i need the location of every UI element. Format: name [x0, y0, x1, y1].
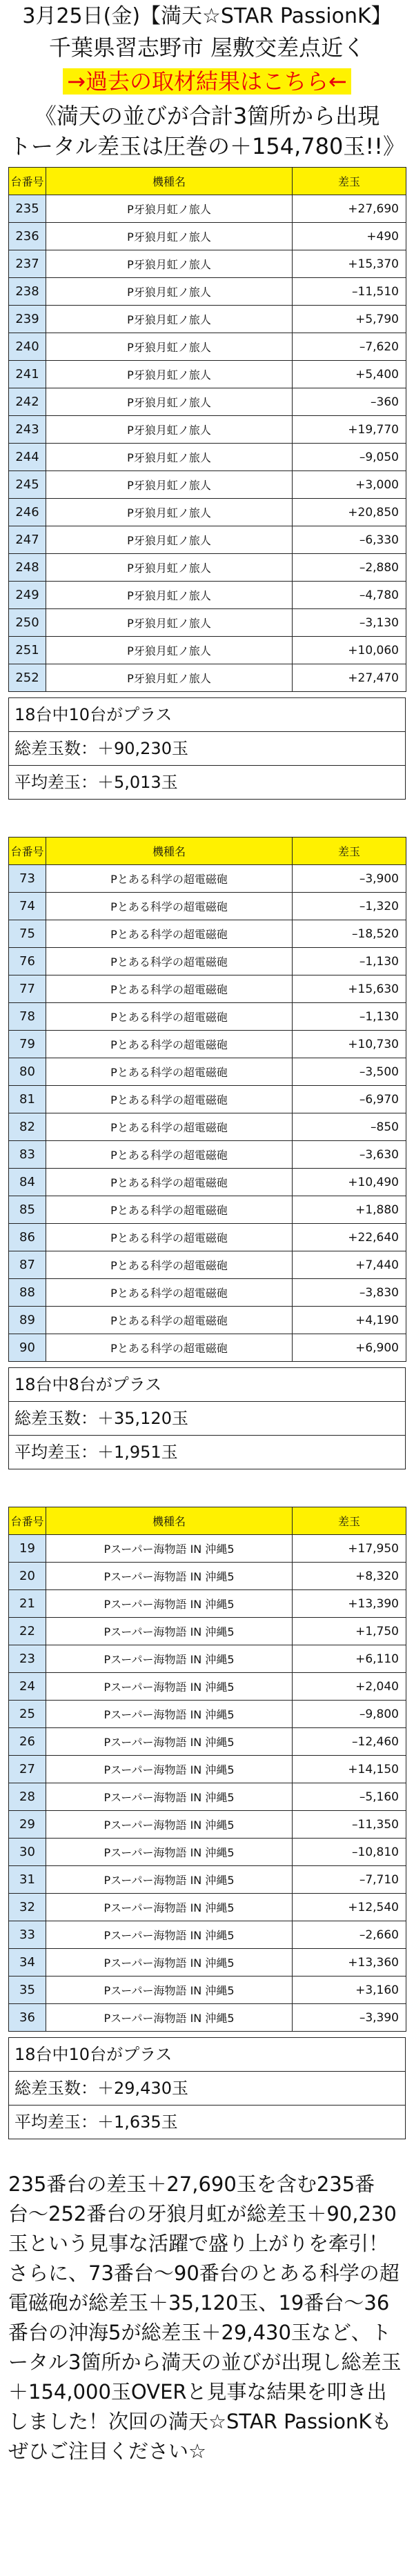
- machine-number-cell: 90: [9, 1334, 46, 1362]
- table-row: [9, 1673, 406, 1701]
- ball-difference-cell: –3,630: [293, 1141, 406, 1169]
- average-difference-summary: 平均差玉：＋1,951玉: [14, 1443, 178, 1462]
- ball-difference-cell: +7,440: [293, 1251, 406, 1279]
- machine-number-cell: 80: [9, 1058, 46, 1086]
- ball-difference-cell: –6,330: [293, 526, 406, 554]
- table-row: [9, 893, 406, 920]
- table-row: [9, 582, 406, 609]
- table-row: [9, 1251, 406, 1279]
- ball-difference-cell: +3,160: [293, 1976, 406, 2004]
- model-name-cell: P牙狼月虹ノ旅人: [46, 471, 293, 499]
- table-row: [9, 2004, 406, 2032]
- ball-difference-cell: –6,970: [293, 1086, 406, 1113]
- ball-difference-cell: +13,390: [293, 1590, 406, 1618]
- machine-number-cell: 239: [9, 306, 46, 333]
- table-row: [9, 388, 406, 416]
- ball-difference-cell: –2,880: [293, 554, 406, 582]
- total-difference-summary: 総差玉数：＋29,430玉: [9, 2072, 405, 2106]
- model-name-cell: Pとある科学の超電磁砲: [46, 1169, 293, 1196]
- table-row: [9, 1618, 406, 1645]
- machine-number-cell: 244: [9, 444, 46, 471]
- machine-number-cell: 240: [9, 333, 46, 361]
- ball-difference-cell: –10,810: [293, 1839, 406, 1866]
- machine-number-cell: 235: [9, 195, 46, 223]
- ball-difference-cell: +22,640: [293, 1224, 406, 1251]
- total-difference-summary: 総差玉数：＋90,230玉: [9, 732, 405, 766]
- ball-difference-cell: –7,620: [293, 333, 406, 361]
- model-name-cell: Pスーパー海物語 IN 沖縄5: [46, 1949, 293, 1976]
- ball-difference-cell: +5,400: [293, 361, 406, 388]
- table-row: [9, 471, 406, 499]
- model-name-cell: Pとある科学の超電磁砲: [46, 1334, 293, 1362]
- model-name-cell: Pとある科学の超電磁砲: [46, 1224, 293, 1251]
- table-row: [9, 1535, 406, 1563]
- table-row: [9, 1590, 406, 1618]
- ball-difference-cell: +12,540: [293, 1894, 406, 1921]
- average-difference-summary: 平均差玉：＋1,635玉: [14, 2112, 178, 2132]
- machine-number-cell: 251: [9, 637, 46, 664]
- ball-difference-cell: +15,370: [293, 250, 406, 278]
- table-row: [9, 1141, 406, 1169]
- table-row: [9, 1811, 406, 1839]
- ball-difference-cell: +1,750: [293, 1618, 406, 1645]
- machine-number-cell: 73: [9, 865, 46, 893]
- machine-number-cell: 245: [9, 471, 46, 499]
- ball-difference-cell: +27,470: [293, 664, 406, 692]
- page-title: 3月25日(金)【満天☆STAR PassionK】: [22, 4, 392, 28]
- machine-number-cell: 241: [9, 361, 46, 388]
- model-name-header: 機種名: [46, 168, 293, 195]
- table-row: [9, 1866, 406, 1894]
- machine-number-cell: 84: [9, 1169, 46, 1196]
- table-header-row: [9, 168, 406, 195]
- machine-number-cell: 248: [9, 554, 46, 582]
- model-name-cell: P牙狼月虹ノ旅人: [46, 554, 293, 582]
- model-name-cell: Pスーパー海物語 IN 沖縄5: [46, 1811, 293, 1839]
- model-name-cell: Pとある科学の超電磁砲: [46, 920, 293, 948]
- ball-difference-cell: –3,130: [293, 609, 406, 637]
- model-name-cell: Pとある科学の超電磁砲: [46, 1196, 293, 1224]
- machine-number-cell: 21: [9, 1590, 46, 1618]
- table-row: [9, 1921, 406, 1949]
- summary-box: [8, 697, 406, 800]
- ball-difference-cell: –4,780: [293, 582, 406, 609]
- model-name-cell: Pスーパー海物語 IN 沖縄5: [46, 1921, 293, 1949]
- model-name-cell: Pとある科学の超電磁砲: [46, 1279, 293, 1307]
- model-name-cell: Pとある科学の超電磁砲: [46, 893, 293, 920]
- ball-difference-cell: –7,710: [293, 1866, 406, 1894]
- model-name-cell: Pとある科学の超電磁砲: [46, 1086, 293, 1113]
- table-row: [9, 1756, 406, 1783]
- machine-number-header: 台番号: [9, 1507, 46, 1535]
- ball-difference-cell: –1,130: [293, 948, 406, 975]
- headline: [8, 101, 406, 161]
- table-row: [9, 1113, 406, 1141]
- model-name-cell: P牙狼月虹ノ旅人: [46, 499, 293, 526]
- table-row: [9, 278, 406, 306]
- machine-number-cell: 35: [9, 1976, 46, 2004]
- model-name-cell: Pとある科学の超電磁砲: [46, 1307, 293, 1334]
- past-results-link-text[interactable]: →過去の取材結果はこちら←: [63, 68, 351, 95]
- summary-box: [8, 2037, 406, 2139]
- summary-box: [8, 1367, 406, 1469]
- ball-difference-cell: +10,490: [293, 1169, 406, 1196]
- ball-difference-cell: +2,040: [293, 1673, 406, 1701]
- table-row: [9, 416, 406, 444]
- machine-number-cell: 88: [9, 1279, 46, 1307]
- model-name-cell: Pスーパー海物語 IN 沖縄5: [46, 1563, 293, 1590]
- table-row: [9, 250, 406, 278]
- table-row: [9, 1086, 406, 1113]
- machine-number-cell: 247: [9, 526, 46, 554]
- table-row: [9, 499, 406, 526]
- headline-line-2: トータル差玉は圧巻の＋154,780玉!!》: [9, 133, 405, 159]
- machine-number-cell: 237: [9, 250, 46, 278]
- machine-number-cell: 26: [9, 1728, 46, 1756]
- table-row: [9, 920, 406, 948]
- ball-difference-cell: +14,150: [293, 1756, 406, 1783]
- table-row: [9, 1949, 406, 1976]
- machine-number-cell: 85: [9, 1196, 46, 1224]
- table-row: [9, 1224, 406, 1251]
- machine-number-cell: 89: [9, 1307, 46, 1334]
- machine-number-cell: 238: [9, 278, 46, 306]
- model-name-cell: P牙狼月虹ノ旅人: [46, 306, 293, 333]
- table-row: [9, 306, 406, 333]
- model-name-cell: P牙狼月虹ノ旅人: [46, 388, 293, 416]
- model-name-cell: Pスーパー海物語 IN 沖縄5: [46, 1590, 293, 1618]
- machine-number-cell: 74: [9, 893, 46, 920]
- ball-difference-cell: –18,520: [293, 920, 406, 948]
- machine-number-cell: 30: [9, 1839, 46, 1866]
- table-row: [9, 948, 406, 975]
- machine-number-cell: 246: [9, 499, 46, 526]
- model-name-cell: Pスーパー海物語 IN 沖縄5: [46, 1839, 293, 1866]
- model-name-cell: Pスーパー海物語 IN 沖縄5: [46, 1701, 293, 1728]
- machine-number-cell: 236: [9, 223, 46, 250]
- model-name-cell: Pとある科学の超電磁砲: [46, 1058, 293, 1086]
- model-name-cell: P牙狼月虹ノ旅人: [46, 223, 293, 250]
- ball-difference-cell: –1,320: [293, 893, 406, 920]
- table-row: [9, 1701, 406, 1728]
- machine-number-cell: 79: [9, 1031, 46, 1058]
- model-name-cell: Pスーパー海物語 IN 沖縄5: [46, 1976, 293, 2004]
- section-gap: [8, 800, 406, 837]
- model-name-cell: P牙狼月虹ノ旅人: [46, 664, 293, 692]
- ball-difference-cell: +1,880: [293, 1196, 406, 1224]
- model-name-cell: P牙狼月虹ノ旅人: [46, 526, 293, 554]
- table-row: [9, 1334, 406, 1362]
- ball-difference-cell: –360: [293, 388, 406, 416]
- table-row: [9, 444, 406, 471]
- model-name-cell: P牙狼月虹ノ旅人: [46, 609, 293, 637]
- machine-number-cell: 249: [9, 582, 46, 609]
- table-row: [9, 1169, 406, 1196]
- model-name-cell: P牙狼月虹ノ旅人: [46, 444, 293, 471]
- machine-number-cell: 78: [9, 1003, 46, 1031]
- ball-difference-cell: –3,900: [293, 865, 406, 893]
- machine-number-cell: 75: [9, 920, 46, 948]
- table-row: [9, 1031, 406, 1058]
- section-gap: [8, 1469, 406, 1507]
- model-name-cell: Pスーパー海物語 IN 沖縄5: [46, 1673, 293, 1701]
- plus-count-summary: 18台中8台がプラス: [9, 1368, 405, 1402]
- machine-number-cell: 86: [9, 1224, 46, 1251]
- model-name-cell: Pとある科学の超電磁砲: [46, 865, 293, 893]
- ball-difference-cell: –3,390: [293, 2004, 406, 2032]
- machine-number-cell: 81: [9, 1086, 46, 1113]
- model-name-cell: Pスーパー海物語 IN 沖縄5: [46, 1645, 293, 1673]
- model-name-header: 機種名: [46, 1507, 293, 1535]
- ball-difference-header: 差玉: [293, 838, 406, 865]
- ball-difference-cell: +8,320: [293, 1563, 406, 1590]
- plus-count-summary: 18台中10台がプラス: [9, 698, 405, 732]
- closing-text: 235番台の差玉＋27,690玉を含む235番台〜252番台の牙狼月虹が総差玉＋90,230玉という見事な活躍で盛り上がりを牽引！さらに、73番台〜90番台のとある科学の超電磁砲が総差玉＋35,120玉、19番台〜36番台の沖海5が総差玉＋29,430玉など、トータル3箇所から満天の並びが出現し総差玉＋154,000玉OVERと見事な結果を叩き出しました！次回の満天☆STAR PassionKもぜひご注目ください☆: [8, 2172, 402, 2463]
- ball-difference-cell: –3,830: [293, 1279, 406, 1307]
- machine-number-cell: 242: [9, 388, 46, 416]
- ball-difference-cell: +13,360: [293, 1949, 406, 1976]
- table-row: [9, 1645, 406, 1673]
- total-difference-summary: 総差玉数：＋35,120玉: [9, 1402, 405, 1436]
- model-name-cell: Pとある科学の超電磁砲: [46, 1251, 293, 1279]
- machine-number-cell: 19: [9, 1535, 46, 1563]
- table-row: [9, 1196, 406, 1224]
- ball-difference-cell: –9,800: [293, 1701, 406, 1728]
- ball-difference-cell: –12,460: [293, 1728, 406, 1756]
- model-name-cell: Pスーパー海物語 IN 沖縄5: [46, 1894, 293, 1921]
- model-name-cell: Pとある科学の超電磁砲: [46, 1141, 293, 1169]
- model-name-cell: P牙狼月虹ノ旅人: [46, 250, 293, 278]
- table-row: [9, 333, 406, 361]
- ball-difference-header: 差玉: [293, 168, 406, 195]
- headline-line-1: 《満天の並びが合計3箇所から出現: [34, 103, 380, 129]
- machine-number-cell: 22: [9, 1618, 46, 1645]
- ball-difference-cell: +490: [293, 223, 406, 250]
- table-row: [9, 361, 406, 388]
- model-name-cell: P牙狼月虹ノ旅人: [46, 582, 293, 609]
- table-row: [9, 664, 406, 692]
- table-row: [9, 1058, 406, 1086]
- ball-difference-cell: –11,350: [293, 1811, 406, 1839]
- ball-difference-cell: –1,130: [293, 1003, 406, 1031]
- table-row: [9, 1839, 406, 1866]
- machine-number-cell: 31: [9, 1866, 46, 1894]
- ball-difference-cell: +6,110: [293, 1645, 406, 1673]
- machine-number-cell: 252: [9, 664, 46, 692]
- model-name-cell: P牙狼月虹ノ旅人: [46, 278, 293, 306]
- model-name-cell: P牙狼月虹ノ旅人: [46, 195, 293, 223]
- machine-number-cell: 87: [9, 1251, 46, 1279]
- table-row: [9, 1894, 406, 1921]
- results-table: [8, 1507, 406, 2032]
- machine-number-cell: 83: [9, 1141, 46, 1169]
- model-name-cell: Pとある科学の超電磁砲: [46, 1003, 293, 1031]
- ball-difference-cell: +5,790: [293, 306, 406, 333]
- table-row: [9, 975, 406, 1003]
- model-name-cell: P牙狼月虹ノ旅人: [46, 333, 293, 361]
- machine-number-cell: 250: [9, 609, 46, 637]
- ball-difference-cell: +4,190: [293, 1307, 406, 1334]
- machine-number-cell: 34: [9, 1949, 46, 1976]
- model-name-cell: P牙狼月虹ノ旅人: [46, 416, 293, 444]
- ball-difference-cell: +27,690: [293, 195, 406, 223]
- table-row: [9, 1976, 406, 2004]
- model-name-cell: Pとある科学の超電磁砲: [46, 948, 293, 975]
- ball-difference-cell: +10,060: [293, 637, 406, 664]
- results-sections: [8, 167, 406, 2139]
- machine-number-cell: 32: [9, 1894, 46, 1921]
- model-name-cell: Pとある科学の超電磁砲: [46, 1113, 293, 1141]
- table-row: [9, 1783, 406, 1811]
- ball-difference-cell: +19,770: [293, 416, 406, 444]
- past-results-link[interactable]: [8, 68, 406, 95]
- machine-number-cell: 82: [9, 1113, 46, 1141]
- results-table: [8, 837, 406, 1362]
- ball-difference-cell: +20,850: [293, 499, 406, 526]
- ball-difference-cell: +17,950: [293, 1535, 406, 1563]
- table-row: [9, 1563, 406, 1590]
- ball-difference-cell: –850: [293, 1113, 406, 1141]
- machine-number-cell: 25: [9, 1701, 46, 1728]
- plus-count-summary: 18台中10台がプラス: [9, 2038, 405, 2072]
- model-name-cell: Pとある科学の超電磁砲: [46, 975, 293, 1003]
- ball-difference-header: 差玉: [293, 1507, 406, 1535]
- table-row: [9, 554, 406, 582]
- machine-number-cell: 28: [9, 1783, 46, 1811]
- model-name-cell: Pスーパー海物語 IN 沖縄5: [46, 1535, 293, 1563]
- ball-difference-cell: –11,510: [293, 278, 406, 306]
- machine-number-cell: 243: [9, 416, 46, 444]
- table-row: [9, 1003, 406, 1031]
- average-difference-summary: 平均差玉：＋5,013玉: [14, 773, 178, 792]
- table-header-row: [9, 838, 406, 865]
- machine-number-header: 台番号: [9, 838, 46, 865]
- ball-difference-cell: –3,500: [293, 1058, 406, 1086]
- model-name-cell: Pスーパー海物語 IN 沖縄5: [46, 1756, 293, 1783]
- machine-number-cell: 20: [9, 1563, 46, 1590]
- table-row: [9, 223, 406, 250]
- table-header-row: [9, 1507, 406, 1535]
- model-name-cell: Pスーパー海物語 IN 沖縄5: [46, 2004, 293, 2032]
- store-location: 千葉県習志野市 屋敷交差点近く: [48, 34, 366, 61]
- model-name-cell: Pスーパー海物語 IN 沖縄5: [46, 1866, 293, 1894]
- table-row: [9, 637, 406, 664]
- model-name-cell: P牙狼月虹ノ旅人: [46, 361, 293, 388]
- results-table: [8, 167, 406, 692]
- machine-number-cell: 77: [9, 975, 46, 1003]
- ball-difference-cell: +15,630: [293, 975, 406, 1003]
- ball-difference-cell: +6,900: [293, 1334, 406, 1362]
- machine-number-cell: 29: [9, 1811, 46, 1839]
- machine-number-cell: 23: [9, 1645, 46, 1673]
- model-name-header: 機種名: [46, 838, 293, 865]
- machine-number-cell: 24: [9, 1673, 46, 1701]
- table-row: [9, 609, 406, 637]
- ball-difference-cell: +10,730: [293, 1031, 406, 1058]
- model-name-cell: Pスーパー海物語 IN 沖縄5: [46, 1783, 293, 1811]
- machine-number-cell: 76: [9, 948, 46, 975]
- machine-number-cell: 36: [9, 2004, 46, 2032]
- table-row: [9, 195, 406, 223]
- table-row: [9, 526, 406, 554]
- machine-number-header: 台番号: [9, 168, 46, 195]
- model-name-cell: P牙狼月虹ノ旅人: [46, 637, 293, 664]
- ball-difference-cell: –9,050: [293, 444, 406, 471]
- table-row: [9, 1728, 406, 1756]
- table-row: [9, 865, 406, 893]
- model-name-cell: Pとある科学の超電磁砲: [46, 1031, 293, 1058]
- ball-difference-cell: –2,660: [293, 1921, 406, 1949]
- ball-difference-cell: +3,000: [293, 471, 406, 499]
- machine-number-cell: 33: [9, 1921, 46, 1949]
- model-name-cell: Pスーパー海物語 IN 沖縄5: [46, 1618, 293, 1645]
- table-row: [9, 1279, 406, 1307]
- table-row: [9, 1307, 406, 1334]
- model-name-cell: Pスーパー海物語 IN 沖縄5: [46, 1728, 293, 1756]
- ball-difference-cell: –5,160: [293, 1783, 406, 1811]
- machine-number-cell: 27: [9, 1756, 46, 1783]
